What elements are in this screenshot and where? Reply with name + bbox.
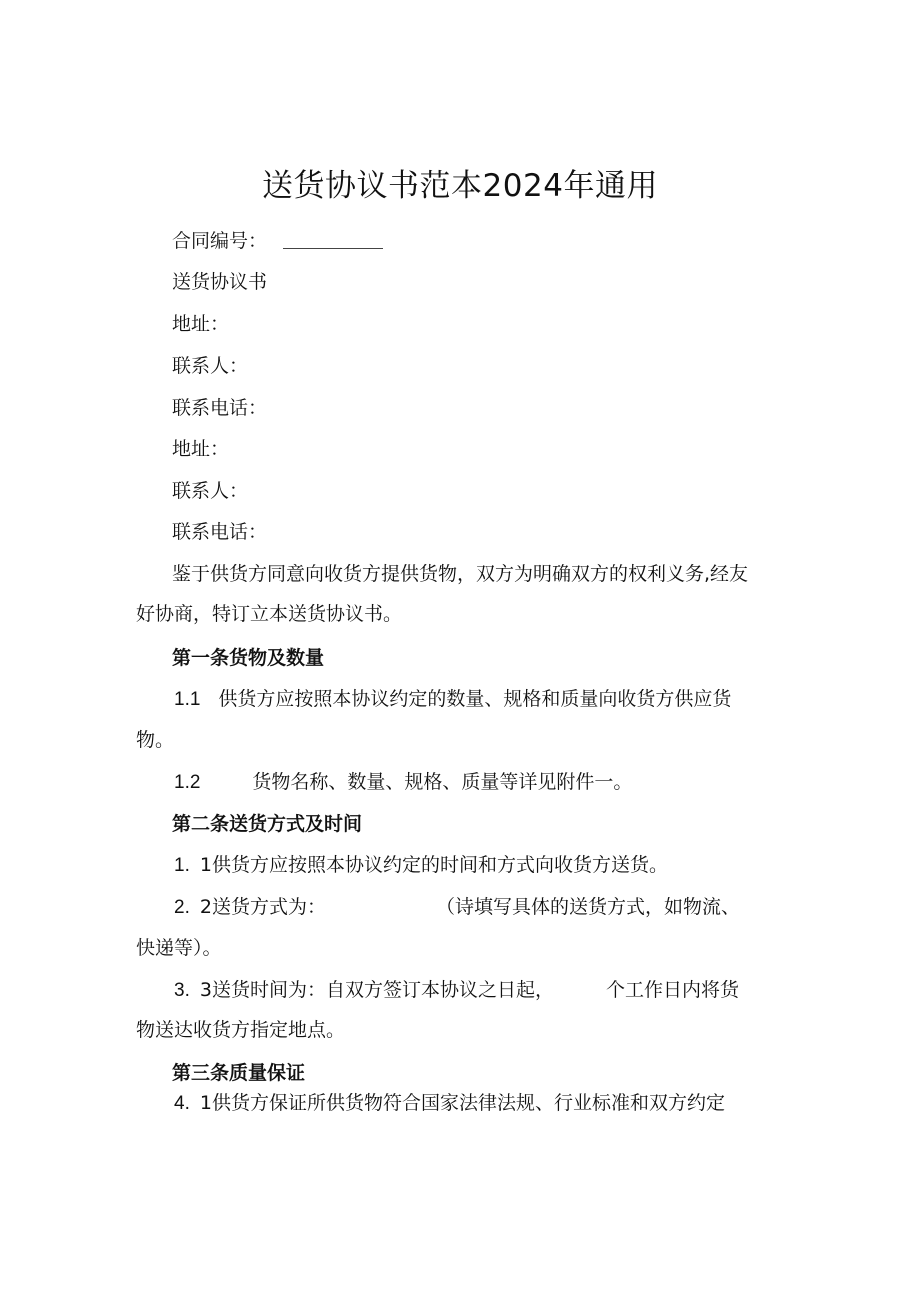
- agreement-subtitle: 送货协议书: [172, 271, 268, 293]
- clause-2-3-number: 3.: [174, 980, 190, 1001]
- contract-number-blank[interactable]: [283, 234, 383, 249]
- clause-3-1-text: 1供货方保证所供货物符合国家法律法规、行业标准和双方约定: [199, 1092, 725, 1114]
- clause-1-2-text: 货物名称、数量、规格、质量等详见附件一。: [252, 771, 633, 793]
- clause-2-2-text-a: 2送货方式为：: [199, 896, 326, 918]
- clause-2-3-text-b: 个工作日内将货: [605, 979, 739, 1001]
- party-b-address: 地址：: [172, 438, 230, 460]
- clause-1-1-text: 供货方应按照本协议约定的数量、规格和质量向收货方供应货: [218, 688, 732, 710]
- contract-number-label: 合同编号：: [172, 230, 268, 252]
- clause-2-1: [174, 852, 668, 879]
- article-2-heading: 第二条送货方式及时间: [172, 813, 363, 835]
- party-b-contact: 联系人：: [172, 480, 249, 502]
- clause-3-1-number: 4.: [174, 1093, 190, 1114]
- clause-1-2-number: 1.2: [174, 772, 201, 793]
- clause-2-3-continued: 物送达收货方指定地点。: [136, 1019, 346, 1041]
- document-title: 送货协议书范本2024年通用: [262, 168, 658, 204]
- clause-1-1-continued: 物。: [136, 729, 175, 751]
- clause-2-1-number: 1.: [174, 855, 190, 876]
- clause-1-1: [174, 686, 731, 713]
- clause-2-2-number: 2.: [174, 897, 190, 918]
- clause-1-1-number: 1.1: [174, 689, 201, 710]
- party-a-phone: 联系电话：: [172, 397, 268, 419]
- clause-1-2: [174, 769, 632, 796]
- clause-2-3-text-a: 3送货时间为：自双方签订本协议之日起，: [199, 979, 554, 1001]
- party-b-phone: 联系电话：: [172, 521, 268, 543]
- clause-2-2-continued: 快递等）。: [136, 937, 222, 959]
- article-3-heading: 第三条质量保证: [172, 1062, 306, 1084]
- clause-3-1: [174, 1090, 725, 1117]
- preamble-line-2: 好协商，特订立本送货协议书。: [136, 603, 403, 625]
- article-1-heading: 第一条货物及数量: [172, 647, 325, 669]
- party-a-contact: 联系人：: [172, 355, 249, 377]
- clause-2-2-text-b: （诗填写具体的送货方式，如物流、: [435, 896, 740, 918]
- party-a-address: 地址：: [172, 313, 230, 335]
- contract-number-row: [172, 228, 383, 254]
- clause-2-3: [174, 977, 739, 1004]
- preamble-line-1: 鉴于供货方同意向收货方提供货物，双方为明确双方的权利义务,经友: [172, 563, 749, 585]
- clause-2-1-text: 1供货方应按照本协议约定的时间和方式向收货方送货。: [199, 854, 668, 876]
- clause-2-2: [174, 894, 740, 921]
